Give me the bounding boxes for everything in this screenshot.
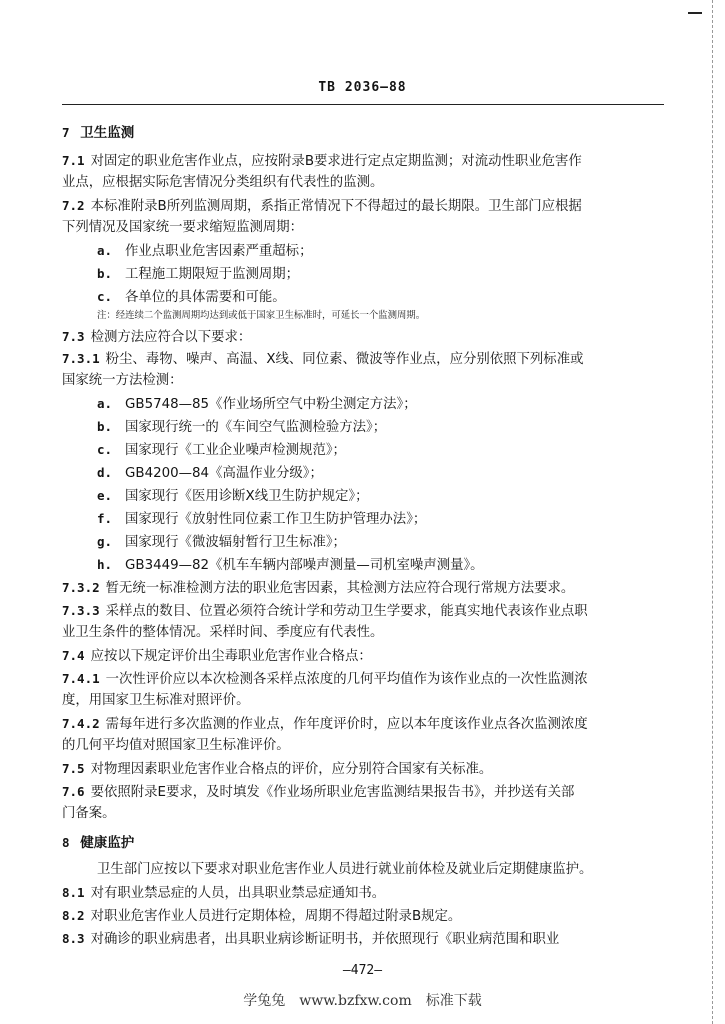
item-text: 工程施工期限短于监测周期； bbox=[125, 267, 300, 282]
paragraph-line bbox=[62, 806, 116, 822]
clause-number: 7.4.2 bbox=[62, 716, 100, 731]
list-item bbox=[97, 442, 346, 459]
list-item bbox=[97, 289, 286, 306]
paragraph-line bbox=[62, 625, 383, 641]
clause-number: 7.3.3 bbox=[62, 603, 100, 618]
section-title: 卫生监测 bbox=[80, 125, 135, 141]
clause-number: 8.1 bbox=[62, 885, 85, 900]
clause-text: 国家统一方法检测： bbox=[62, 373, 183, 388]
item-label: b. bbox=[97, 266, 113, 281]
clause-text: 要依照附录E要求，及时填发《作业场所职业危害监测结果报告书》，并抄送有关部 bbox=[90, 785, 575, 800]
list-item bbox=[97, 419, 386, 436]
clause-number: 7.5 bbox=[62, 761, 85, 776]
paragraph-line bbox=[62, 716, 588, 733]
clause-text: 采样点的数目、位置必须符合统计学和劳动卫生学要求，能真实地代表该作业点职 bbox=[105, 604, 588, 619]
section-number: 8 bbox=[62, 835, 70, 850]
item-text: 国家现行《微波辐射暂行卫生标准》； bbox=[125, 535, 346, 550]
item-text: 国家现行《放射性同位素工作卫生防护管理办法》； bbox=[125, 512, 427, 527]
item-label: c. bbox=[97, 289, 113, 304]
paragraph-line bbox=[62, 761, 492, 778]
clause-number: 7.4.1 bbox=[62, 671, 100, 686]
header-rule bbox=[62, 104, 664, 105]
clause-text: 对有职业禁忌症的人员，出具职业禁忌症通知书。 bbox=[90, 886, 386, 901]
item-text: 国家现行统一的《车间空气监测检验方法》； bbox=[125, 420, 387, 435]
item-text: GB4200—84《高温作业分级》； bbox=[125, 466, 323, 481]
paragraph-line bbox=[62, 198, 582, 215]
clause-text: 对职业危害作业人员进行定期体检，周期不得超过附录B规定。 bbox=[90, 909, 462, 924]
clause-text: 本标准附录B所列监测周期，系指正常情况下不得超过的最长期限。卫生部门应根据 bbox=[90, 199, 582, 214]
list-item bbox=[97, 243, 312, 260]
clause-number: 7.3 bbox=[62, 329, 85, 344]
clause-number: 7.2 bbox=[62, 198, 85, 213]
clause-text: 一次性评价应以本次检测各采样点浓度的几何平均值作为该作业点的一次性监测浓 bbox=[105, 672, 588, 687]
clause-text: 业点，应根据实际危害情况分类组织有代表性的监测。 bbox=[62, 175, 384, 190]
item-label: g. bbox=[97, 534, 113, 549]
scan-edge-line bbox=[712, 0, 713, 1024]
item-text: 国家现行《工业企业噪声检测规范》； bbox=[125, 443, 346, 458]
paragraph-line bbox=[62, 738, 290, 754]
clause-number: 7.4 bbox=[62, 648, 85, 663]
paragraph-line: 卫生部门应按以下要求对职业危害作业人员进行就业前体检及就业后定期健康监护。 bbox=[97, 862, 593, 877]
item-label: c. bbox=[97, 442, 113, 457]
footer-watermark: 学兔兔 www.bzfxw.com 标准下载 bbox=[243, 993, 482, 1009]
clause-text: 检测方法应符合以下要求： bbox=[90, 330, 252, 345]
paragraph-line bbox=[62, 908, 461, 925]
paragraph-line bbox=[62, 175, 383, 191]
paragraph-line bbox=[62, 580, 574, 597]
item-label: d. bbox=[97, 465, 113, 480]
paragraph-line bbox=[62, 931, 559, 948]
list-item bbox=[97, 534, 346, 551]
item-text: 国家现行《医用诊断X线卫生防护规定》； bbox=[125, 489, 369, 504]
clause-text: 门备案。 bbox=[62, 806, 116, 821]
paragraph-line bbox=[62, 220, 303, 236]
section-title: 健康监护 bbox=[80, 835, 135, 851]
scan-edge-mark bbox=[688, 12, 702, 14]
list-item bbox=[97, 488, 369, 505]
paragraph-line bbox=[62, 693, 249, 709]
clause-text: 下列情况及国家统一要求缩短监测周期： bbox=[62, 220, 304, 235]
list-item bbox=[97, 396, 417, 413]
paragraph-line bbox=[62, 351, 583, 368]
paragraph-line bbox=[62, 784, 574, 801]
item-label: h. bbox=[97, 557, 113, 572]
clause-text: 暂无统一标准检测方法的职业危害因素，其检测方法应符合现行常规方法要求。 bbox=[105, 581, 575, 596]
list-item bbox=[97, 465, 323, 482]
paragraph-line bbox=[62, 885, 385, 902]
clause-text: 对物理因素职业危害作业合格点的评价，应分别符合国家有关标准。 bbox=[90, 762, 493, 777]
clause-number: 8.2 bbox=[62, 908, 85, 923]
clause-text: 度，用国家卫生标准对照评价。 bbox=[62, 693, 250, 708]
item-label: a. bbox=[97, 243, 113, 258]
clause-text: 对固定的职业危害作业点，应按附录B要求进行定点定期监测；对流动性职业危害作 bbox=[90, 154, 582, 169]
section-7-heading bbox=[62, 125, 134, 141]
clause-text: 应按以下规定评价出尘毒职业危害作业合格点： bbox=[90, 649, 372, 664]
clause-number: 7.3.2 bbox=[62, 580, 100, 595]
clause-number: 7.1 bbox=[62, 153, 85, 168]
clause-text: 粉尘、毒物、噪声、高温、X线、同位素、微波等作业点，应分别依照下列标准或 bbox=[105, 352, 584, 367]
item-text: GB5748—85《作业场所空气中粉尘测定方法》； bbox=[125, 397, 417, 412]
list-item bbox=[97, 266, 299, 283]
standard-code-header: TB 2036—88 bbox=[318, 80, 407, 95]
item-text: 作业点职业危害因素严重超标； bbox=[125, 244, 313, 259]
clause-number: 7.3.1 bbox=[62, 351, 100, 366]
section-number: 7 bbox=[62, 125, 70, 140]
item-text: 各单位的具体需要和可能。 bbox=[125, 290, 286, 305]
paragraph-line bbox=[62, 373, 183, 389]
item-text: GB3449—82《机车车辆内部噪声测量—司机室噪声测量》。 bbox=[125, 558, 484, 573]
list-item bbox=[97, 511, 426, 528]
item-label: f. bbox=[97, 511, 113, 526]
clause-text: 业卫生条件的整体情况。采样时间、季度应有代表性。 bbox=[62, 625, 384, 640]
clause-text: 的几何平均值对照国家卫生标准评价。 bbox=[62, 738, 290, 753]
clause-text: 对确诊的职业病患者，出具职业病诊断证明书，并依照现行《职业病范围和职业 bbox=[90, 932, 560, 947]
paragraph-line bbox=[62, 648, 372, 665]
item-label: e. bbox=[97, 488, 113, 503]
paragraph-line bbox=[62, 153, 582, 170]
paragraph-line bbox=[62, 603, 588, 620]
note-text: 注：经连续二个监测周期均达到或低于国家卫生标准时，可延长一个监测周期。 bbox=[97, 310, 426, 321]
item-label: a. bbox=[97, 396, 113, 411]
list-item bbox=[97, 557, 484, 574]
item-label: b. bbox=[97, 419, 113, 434]
clause-text: 需每年进行多次监测的作业点，作年度评价时，应以本年度该作业点各次监测浓度 bbox=[105, 717, 588, 732]
paragraph-line bbox=[62, 329, 251, 346]
page-number: —472— bbox=[342, 963, 383, 978]
clause-number: 7.6 bbox=[62, 784, 85, 799]
section-8-heading bbox=[62, 835, 134, 851]
clause-number: 8.3 bbox=[62, 931, 85, 946]
paragraph-line bbox=[62, 671, 588, 688]
